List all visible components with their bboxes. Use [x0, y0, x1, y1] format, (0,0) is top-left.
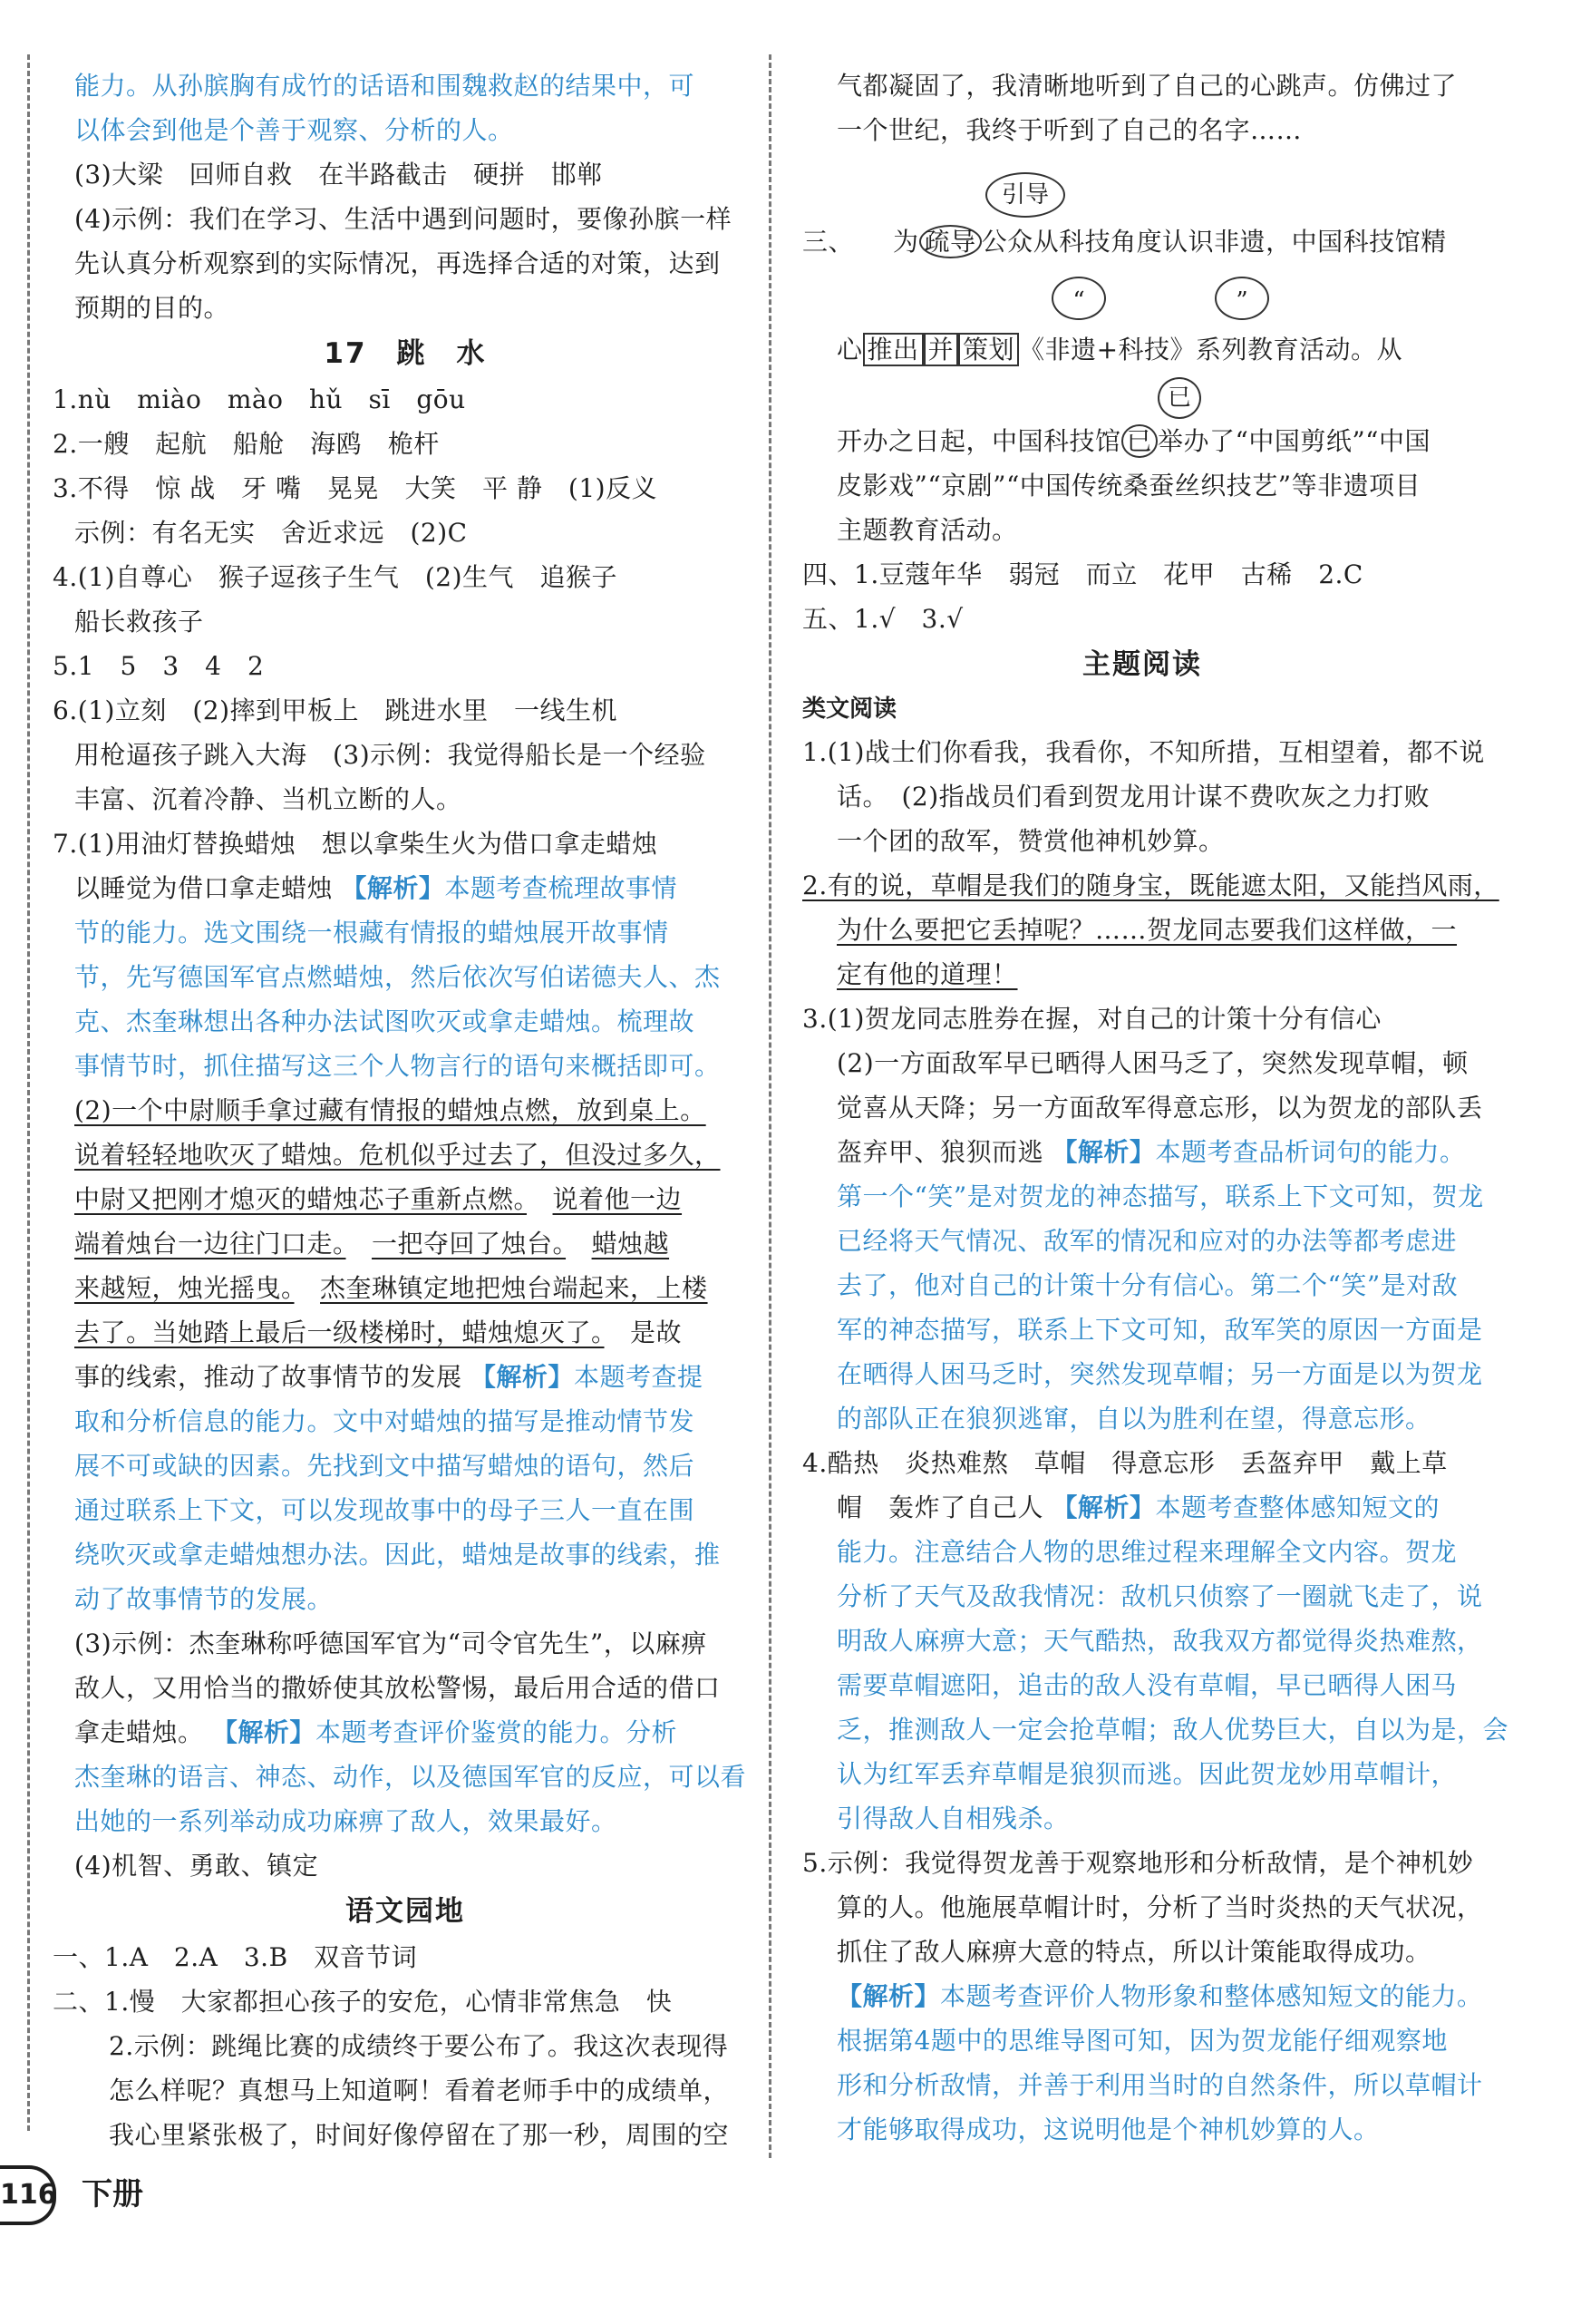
text-line: 能力。从孙膑胸有成竹的话语和围魏救赵的结果中，可	[74, 71, 695, 101]
answer-line	[802, 952, 1482, 997]
answer-line	[74, 1266, 736, 1310]
answer-line	[802, 908, 1482, 952]
analysis-line: 乏，推测敌人一定会抢草帽；敌人优势巨大，自以为是，会	[837, 1715, 1509, 1745]
answer-text: 拿走蜡烛。	[74, 1717, 204, 1747]
analysis-text: 本题考查评价人物形象和整体感知短文的能力。	[940, 1981, 1483, 2011]
analysis-text: 本题考查提	[573, 1362, 703, 1392]
left-margin-divider	[27, 54, 30, 2131]
answer-line: 五、1.√ 3.√	[802, 604, 964, 634]
correction-line	[802, 327, 1482, 372]
answer-line: 1.nù miào mào hǔ sī gōu	[53, 384, 466, 414]
analysis-line: 第一个“笑”是对贺龙的神态描写，联系上下文可知，贺龙	[837, 1181, 1484, 1211]
boxed-word: 策划	[958, 333, 1019, 366]
answer-text: 盔弃甲、狼狈而逃	[837, 1137, 1044, 1167]
analysis-line: 形和分析敌情，并善于利用当时的自然条件，所以草帽计	[837, 2070, 1483, 2100]
analysis-line: 在晒得人困马乏时，突然发现草帽；另一方面是以为贺龙	[837, 1359, 1483, 1389]
answer-text: 举办了“中国剪纸”“中国	[1158, 426, 1431, 456]
answer-line: 一、1.A 2.A 3.B 双音节词	[53, 1942, 418, 1972]
analysis-text: 本题考查评价鉴赏的能力。分析	[315, 1717, 677, 1747]
analysis-tag: 【解析】	[1052, 1493, 1156, 1522]
answer-text: 心	[837, 335, 863, 365]
text-line: 以体会到他是个善于观察、分析的人。	[74, 115, 514, 145]
analysis-text: 本题考查梳理故事情	[444, 873, 677, 903]
answer-line: 6.(1)立刻 (2)摔到甲板上 跳进水里 一线生机	[53, 695, 618, 725]
answer-line: 四、1.豆蔻年华 弱冠 而立 花甲 古稀 2.C	[802, 559, 1363, 589]
answer-line	[74, 1710, 736, 1755]
subsection-title: 类文阅读	[802, 695, 897, 723]
underlined-text: 杰奎琳镇定地把烛台端起来，上楼	[320, 1273, 708, 1303]
answer-line: 皮影戏”“京剧”“中国传统桑蚕丝织技艺”等非遗项目	[837, 471, 1421, 501]
analysis-tag: 【解析】	[837, 1981, 941, 2011]
answer-line: 算的人。他施展草帽计时，分析了当时炎热的天气状况，	[837, 1892, 1483, 1922]
answer-line: 主题教育活动。	[837, 515, 1018, 545]
text-line: 预期的目的。	[74, 293, 230, 323]
answer-line: 2.示例：跳绳比赛的成绩终于要公布了。我这次表现得	[109, 2031, 729, 2061]
correction-line	[802, 419, 1482, 463]
answer-line	[74, 1088, 736, 1133]
analysis-line: 出她的一系列举动成功麻痹了敌人，效果最好。	[74, 1806, 617, 1836]
answer-line	[802, 1130, 1482, 1174]
answer-line: 二、1.慢 大家都担心孩子的安危，心情非常焦急 快	[53, 1987, 673, 2017]
analysis-line: 事情节时，抓住描写这三个人物言行的语句来概括即可。	[74, 1051, 721, 1081]
underlined-text: 去了。当她踏上最后一级楼梯时，蜡烛熄灭了。	[74, 1318, 605, 1347]
right-column	[802, 63, 1509, 2152]
correction-mark-quote-open: “	[1052, 277, 1106, 320]
answer-text: 为	[893, 227, 919, 257]
answer-line: 示例：有名无实 舍近求远 (2)C	[74, 518, 468, 548]
underlined-text: 说着他一边	[552, 1184, 683, 1214]
underlined-text: 蜡烛越	[591, 1229, 670, 1259]
answer-line: 5.1 5 3 4 2	[53, 651, 265, 681]
answer-text: 公众从科技角度认识非遗，中国科技馆精	[981, 227, 1447, 257]
page-number-badge: 116	[0, 2165, 56, 2225]
underlined-text: 来越短，烛光摇曳。	[74, 1273, 295, 1303]
text-line: (3)大梁 回师自救 在半路截击 硬拼 邯郸	[74, 160, 603, 190]
answer-line	[74, 1221, 736, 1266]
answer-line: 丰富、沉着冷静、当机立断的人。	[74, 784, 462, 814]
column-divider	[769, 54, 771, 2158]
analysis-tag: 【解析】	[470, 1362, 574, 1392]
analysis-tag: 【解析】	[1052, 1137, 1156, 1167]
answer-text: 帽 轰炸了自己人	[837, 1493, 1044, 1522]
correction-line	[802, 219, 1482, 264]
answer-line: 敌人，又用恰当的撒娇使其放松警惕，最后用合适的借口	[74, 1673, 721, 1703]
answer-text: 以睡觉为借口拿走蜡烛	[74, 873, 334, 903]
analysis-line: 杰奎琳的语言、神态、动作，以及德国军官的反应，可以看	[74, 1762, 747, 1792]
analysis-line: 分析了天气及敌我情况：敌机只侦察了一圈就飞走了，说	[837, 1581, 1483, 1611]
answer-line: 2.一艘 起航 船舱 海鸥 桅杆	[53, 429, 440, 459]
analysis-line: 能力。注意结合人物的思维过程来理解全文内容。贺龙	[837, 1537, 1458, 1567]
answer-line: 用枪逼孩子跳入大海 (3)示例：我觉得船长是一个经验	[74, 740, 706, 770]
analysis-line	[802, 1974, 1482, 2018]
answer-line: 1.(1)战士们你看我，我看你，不知所措，互相望着，都不说	[802, 737, 1485, 767]
answer-line: 抓住了敌人麻痹大意的特点，所以计策能取得成功。	[837, 1937, 1431, 1967]
analysis-line: 才能够取得成功，这说明他是个神机妙算的人。	[837, 2115, 1380, 2144]
underlined-text: 中尉又把刚才熄灭的蜡烛芯子重新点燃。	[74, 1184, 528, 1214]
text-line: (4)示例：我们在学习、生活中遇到问题时，要像孙膑一样	[74, 204, 732, 234]
answer-line	[802, 1485, 1482, 1530]
answer-line	[802, 863, 1499, 908]
answer-line: (4)机智、勇敢、镇定	[74, 1851, 319, 1881]
underlined-text: 为什么要把它丢掉呢？……贺龙同志要我们这样做，一	[837, 915, 1458, 945]
answer-line: 3.(1)贺龙同志胜券在握，对自己的计策十分有信心	[802, 1004, 1382, 1034]
section-title-zhutiyuedu: 主题阅读	[1082, 648, 1202, 681]
analysis-line: 认为红军丢弃草帽是狼狈而逃。因此贺龙妙用草帽计，	[837, 1759, 1458, 1789]
answer-text: 开办之日起，中国科技馆	[837, 426, 1121, 456]
underlined-text: (2)一个中尉顺手拿过藏有情报的蜡烛点燃，放到桌上。	[74, 1095, 706, 1125]
analysis-line: 取和分析信息的能力。文中对蜡烛的描写是推动情节发	[74, 1406, 695, 1436]
section-number: 三、	[802, 227, 842, 257]
analysis-line: 需要草帽遮阳，追击的敌人没有草帽，早已晒得人困马	[837, 1670, 1458, 1700]
answer-line: 3.不得 惊 战 牙 嘴 晃晃 大笑 平 静 (1)反义	[53, 473, 658, 503]
answer-line	[74, 1355, 736, 1399]
boxed-word: 并	[924, 333, 959, 366]
answer-line: 4.(1)自尊心 猴子逗孩子生气 (2)生气 追猴子	[53, 562, 618, 592]
answer-line: 话。 (2)指战员们看到贺龙用计谋不费吹灰之力打败	[837, 782, 1431, 812]
analysis-line: 根据第4题中的思维导图可知，因为贺龙能仔细观察地	[837, 2026, 1448, 2056]
analysis-text: 本题考查品析词句的能力。	[1155, 1137, 1466, 1167]
analysis-line: 已经将天气情况、敌军的情况和应对的办法等都考虑进	[837, 1226, 1458, 1256]
answer-line	[74, 1310, 736, 1355]
analysis-line: 节，先写德国军官点燃蜡烛，然后依次写伯诺德夫人、杰	[74, 962, 721, 992]
circled-word: 疏导	[919, 225, 982, 258]
underlined-text: 2.有的说，草帽是我们的随身宝，既能遮太阳，又能挡风雨，	[802, 870, 1499, 900]
underlined-text: 一把夺回了烛台。	[372, 1229, 567, 1259]
answer-line: (3)示例：杰奎琳称呼德国军官为“司令官先生”，以麻痹	[74, 1629, 707, 1658]
answer-line	[74, 866, 736, 910]
analysis-tag: 【解析】	[341, 873, 445, 903]
answer-line: 船长救孩子	[74, 607, 204, 637]
text-line: 一个世纪，我终于听到了自己的名字……	[837, 115, 1303, 145]
underlined-text: 定有他的道理！	[837, 959, 1018, 989]
answer-line: 我心里紧张极了，时间好像停留在了那一秒，周围的空	[109, 2120, 730, 2150]
analysis-line: 绕吹灭或拿走蜡烛想办法。因此，蜡烛是故事的线索，推	[74, 1540, 721, 1570]
underlined-text: 端着烛台一边往门口走。	[74, 1229, 346, 1259]
analysis-line: 节的能力。选文围绕一根藏有情报的蜡烛展开故事情	[74, 918, 669, 948]
correction-mark-row	[802, 152, 1482, 219]
analysis-line: 动了故事情节的发展。	[74, 1584, 334, 1614]
correction-mark-row	[802, 264, 1482, 327]
text-line: 先认真分析观察到的实际情况，再选择合适的对策，达到	[74, 248, 721, 278]
analysis-line: 克、杰奎琳想出各种办法试图吹灭或拿走蜡烛。梳理故	[74, 1006, 695, 1036]
answer-line: 怎么样呢？真想马上知道啊！看着老师手中的成绩单，	[109, 2076, 730, 2105]
answer-text: 是故	[630, 1318, 683, 1347]
analysis-tag: 【解析】	[211, 1717, 315, 1747]
answer-text: 《非遗+科技》系列教育活动。从	[1019, 335, 1403, 365]
correction-mark-row	[802, 372, 1482, 419]
answer-line: (2)一方面敌军早已晒得人困马乏了，突然发现草帽，顿	[837, 1048, 1469, 1078]
answer-line: 5.示例：我觉得贺龙善于观察地形和分析敌情，是个神机妙	[802, 1848, 1474, 1878]
answer-line: 觉喜从天降；另一方面敌军得意忘形，以为贺龙的部队丢	[837, 1093, 1483, 1123]
boxed-word: 推出	[863, 333, 924, 366]
answer-line: 一个团的敌军，赞赏他神机妙算。	[837, 826, 1225, 856]
circled-word: 已	[1121, 424, 1159, 458]
analysis-line: 军的神态描写，联系上下文可知，敌军笑的原因一方面是	[837, 1315, 1483, 1345]
answer-line: 7.(1)用油灯替换蜡烛 想以拿柴生火为借口拿走蜡烛	[53, 829, 658, 859]
analysis-line: 通过联系上下文，可以发现故事中的母子三人一直在围	[74, 1495, 695, 1525]
underlined-text: 说着轻轻地吹灭了蜡烛。危机似乎过去了，但没过多久，	[74, 1140, 721, 1170]
analysis-line: 引得敌人自相残杀。	[837, 1804, 1070, 1833]
analysis-line: 去了，他对自己的计策十分有信心。第二个“笑”是对敌	[837, 1270, 1459, 1300]
answer-line: 4.酷热 炎热难熬 草帽 得意忘形 丢盔弃甲 戴上草	[802, 1448, 1448, 1478]
answer-line	[74, 1133, 736, 1177]
correction-mark-yindao: 引导	[985, 172, 1065, 218]
section-title-tiaoshui: 17 跳 水	[324, 337, 487, 370]
section-title-yuwenyuandi: 语文园地	[345, 1895, 465, 1928]
left-column	[53, 63, 747, 2157]
text-line: 气都凝固了，我清晰地听到了自己的心跳声。仿佛过了	[837, 71, 1458, 101]
analysis-line: 展不可或缺的因素。先找到文中描写蜡烛的语句，然后	[74, 1451, 695, 1481]
analysis-line: 明敌人麻痹大意；天气酷热，敌我双方都觉得炎热难熬，	[837, 1626, 1483, 1656]
answer-text: 事的线索，推动了故事情节的发展	[74, 1362, 462, 1392]
analysis-line: 的部队正在狼狈逃窜，自以为胜利在望，得意忘形。	[837, 1404, 1431, 1434]
answer-line	[74, 1177, 736, 1221]
analysis-text: 本题考查整体感知短文的	[1155, 1493, 1440, 1522]
correction-mark-yi: 已	[1158, 377, 1201, 419]
volume-label: 下册	[82, 2176, 143, 2212]
correction-mark-quote-close: ”	[1215, 277, 1269, 320]
